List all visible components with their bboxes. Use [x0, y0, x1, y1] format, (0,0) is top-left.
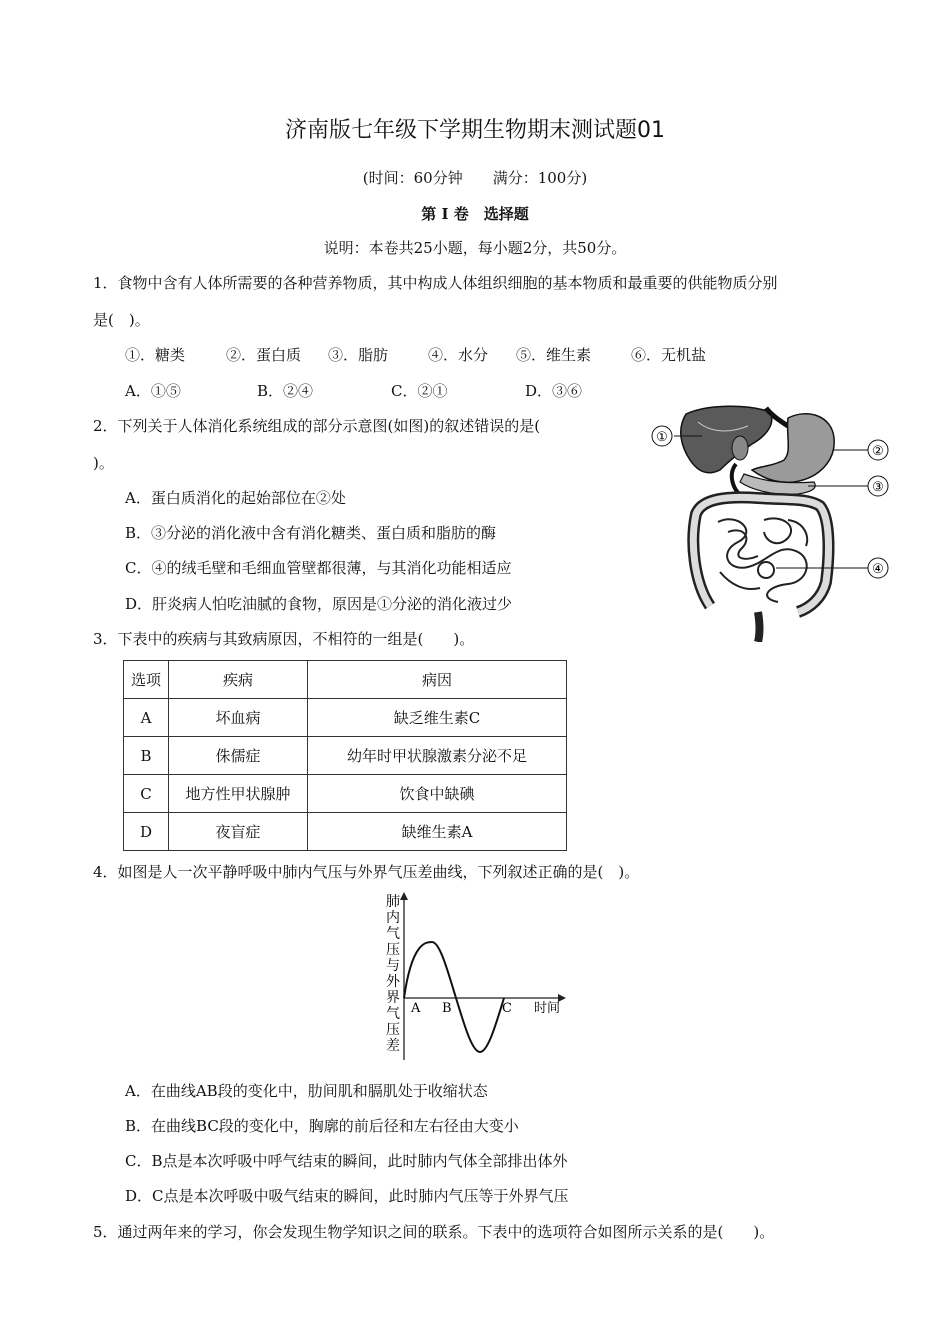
page-title: 济南版七年级下学期生物期末测试题01	[285, 118, 665, 143]
table-cell: 地方性甲状腺肿	[169, 775, 308, 813]
ylabel-char: 肺	[386, 894, 400, 910]
figure-label-2: ②	[872, 444, 884, 459]
table-cell: B	[124, 737, 169, 775]
pressure-curve	[404, 942, 504, 1052]
q1-item: ⑤．维生素	[516, 346, 592, 364]
q2-option-d: D．肝炎病人怕吃油腻的食物，原因是①分泌的消化液过少	[125, 595, 513, 613]
q1-items	[125, 344, 706, 365]
q1-option-a: A．①⑤	[125, 382, 181, 400]
q4-option-a: A．在曲线AB段的变化中，肋间肌和膈肌处于收缩状态	[125, 1082, 488, 1100]
table-row	[124, 737, 567, 775]
q2-option-a: A．蛋白质消化的起始部位在②处	[125, 489, 346, 507]
q1-stem-line2: 是( )。	[93, 311, 150, 329]
q2-option-b: B．③分泌的消化液中含有消化糖类、蛋白质和脂肪的酶	[125, 524, 497, 542]
q1-item: ③．脂肪	[328, 346, 389, 364]
q5-stem: 5．通过两年来的学习，你会发现生物学知识之间的联系。下表中的选项符合如图所示关系的是( )。	[93, 1223, 775, 1241]
ylabel-char: 气	[386, 926, 400, 942]
q1-option-d: D．③⑥	[525, 382, 583, 400]
section-header: 第 Ⅰ 卷 选择题	[421, 205, 529, 223]
q4-option-b: B．在曲线BC段的变化中，胸廓的前后径和左右径由大变小	[125, 1117, 519, 1135]
table-row	[124, 775, 567, 813]
table-cell: 幼年时甲状腺激素分泌不足	[308, 737, 567, 775]
table-cell: 侏儒症	[169, 737, 308, 775]
point-label-b: B	[442, 1001, 452, 1016]
ylabel-char: 内	[386, 910, 400, 926]
table-header: 病因	[308, 661, 567, 699]
ylabel-char: 压	[386, 1022, 400, 1038]
chart-xlabel: 时间	[534, 1001, 561, 1016]
q2-stem-line1: 2．下列关于人体消化系统组成的部分示意图(如图)的叙述错误的是(	[93, 417, 541, 435]
table-cell: 坏血病	[169, 699, 308, 737]
q3-stem: 3．下表中的疾病与其致病原因，不相符的一组是( )。	[93, 630, 475, 648]
table-cell: 夜盲症	[169, 813, 308, 851]
table-row	[124, 813, 567, 851]
q1-item: ⑥．无机盐	[631, 346, 707, 364]
liver-shape	[681, 406, 772, 473]
figure-label-1: ①	[656, 430, 668, 445]
table-cell: D	[124, 813, 169, 851]
figure-label-4: ④	[872, 562, 884, 577]
ylabel-char: 界	[386, 990, 400, 1006]
instructions: 说明：本卷共25小题，每小题2分，共50分。	[323, 239, 627, 257]
ylabel-char: 压	[386, 942, 400, 958]
q1-options	[125, 380, 582, 401]
q4-option-c: C．B点是本次呼吸中呼气结束的瞬间，此时肺内气体全部排出体外	[125, 1152, 568, 1170]
q1-stem-line1: 1．食物中含有人体所需要的各种营养物质，其中构成人体组织细胞的基本物质和最重要的供能物质分别	[93, 274, 778, 292]
chart-ylabel	[386, 893, 401, 1054]
disease-table	[123, 660, 567, 851]
table-row	[124, 699, 567, 737]
pressure-curve-figure	[384, 892, 574, 1064]
ylabel-char: 差	[386, 1038, 400, 1054]
point-label-c: C	[502, 1001, 512, 1016]
table-cell: 饮食中缺碘	[308, 775, 567, 813]
q2-stem-line2: )。	[93, 454, 114, 472]
table-header: 选项	[124, 661, 169, 699]
large-intestine-shape	[693, 497, 828, 612]
figure-label-3: ③	[872, 480, 884, 495]
ylabel-char: 与	[386, 958, 400, 974]
q1-item: ①．糖类	[125, 346, 186, 364]
q2-option-c: C．④的绒毛壁和毛细血管壁都很薄，与其消化功能相适应	[125, 559, 512, 577]
table-cell: A	[124, 699, 169, 737]
q1-item: ④．水分	[428, 346, 489, 364]
ylabel-char: 外	[386, 974, 400, 990]
table-cell: C	[124, 775, 169, 813]
q1-option-c: C．②①	[391, 382, 448, 400]
table-cell: 缺乏维生素C	[308, 699, 567, 737]
table-header-row	[124, 661, 567, 699]
digestive-system-figure	[648, 402, 893, 642]
table-cell: 缺维生素A	[308, 813, 567, 851]
q4-option-d: D．C点是本次呼吸中吸气结束的瞬间，此时肺内气压等于外界气压	[125, 1187, 569, 1205]
time-info: (时间：60分钟 满分：100分)	[362, 169, 588, 187]
ylabel-char: 气	[386, 1006, 400, 1022]
table-header: 疾病	[169, 661, 308, 699]
small-intestine-shape	[718, 518, 807, 602]
q1-option-b: B．②④	[257, 382, 314, 400]
point-label-a: A	[411, 1001, 421, 1016]
q1-item: ②．蛋白质	[226, 346, 302, 364]
q4-stem: 4．如图是人一次平静呼吸中肺内气压与外界气压差曲线，下列叙述正确的是( )。	[93, 863, 640, 881]
